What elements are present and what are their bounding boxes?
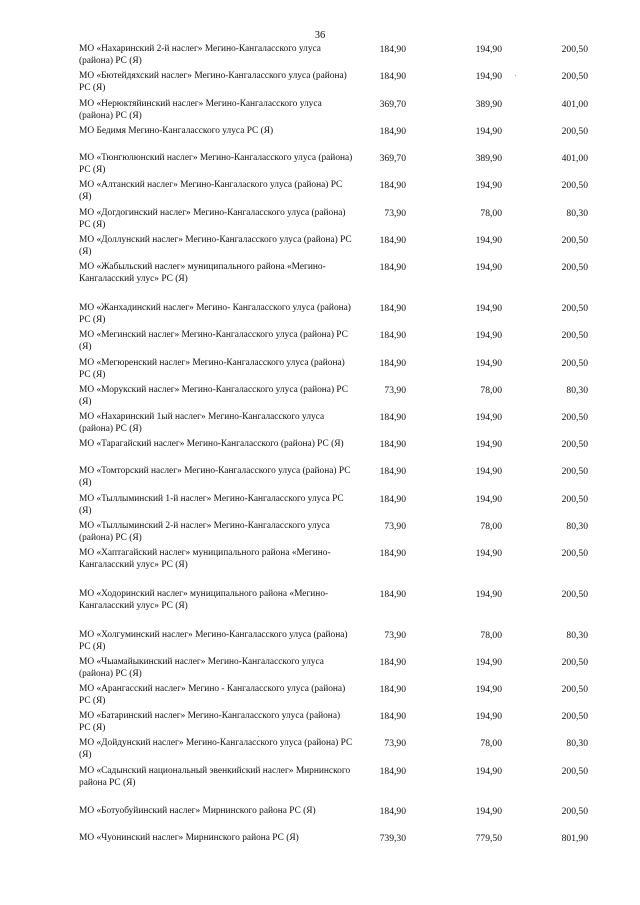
- table-row: [0, 711, 640, 737]
- municipality-name: МО «Холгуминский наслег» Мегино-Кангаласского улуса (района) РС (Я): [79, 630, 348, 652]
- table-row: [0, 385, 640, 411]
- value-col-2: 78,00: [480, 738, 502, 749]
- value-col-3: 200,50: [561, 412, 588, 423]
- value-col-3: 200,50: [561, 466, 588, 477]
- municipality-name: МО «Алтанский наслег» Мегино-Кангалаского улуса (района) РС (Я): [79, 180, 343, 202]
- value-col-3: 200,50: [561, 806, 588, 817]
- municipality-name: МО «Батаринский наслег» Мегино-Кангаласского улуса (района) РС (Я): [79, 711, 341, 733]
- table-row: [0, 806, 640, 832]
- value-col-3: 200,50: [561, 711, 588, 722]
- municipality-name: МО «Нахаринский 1ый наслег» Мегино-Кангаласского улуса (района) РС (Я): [79, 412, 325, 434]
- value-col-3: 200,50: [561, 126, 588, 137]
- municipality-name: МО «Чыамайыкинский наслег» Мегино-Кангаласского улуса (района) РС (Я): [79, 657, 324, 679]
- value-col-2: 194,90: [475, 235, 502, 246]
- municipality-name: МО «Садынский национальный эвенкийский наслег» Мирнинского района РС (Я): [79, 766, 351, 788]
- value-col-2: 194,90: [475, 494, 502, 505]
- table-row: [0, 126, 640, 152]
- table-row: [0, 589, 640, 615]
- value-col-3: 80,30: [566, 521, 588, 532]
- value-col-1: 369,70: [379, 99, 406, 110]
- table-row: [0, 153, 640, 179]
- value-col-2: 389,90: [475, 153, 502, 164]
- table-row: [0, 71, 640, 97]
- value-col-3: 200,50: [561, 180, 588, 191]
- table-row: [0, 548, 640, 574]
- table-row: [0, 630, 640, 656]
- value-col-3: 200,50: [561, 358, 588, 369]
- value-col-2: 194,90: [475, 412, 502, 423]
- table-row: [0, 466, 640, 492]
- municipality-name: МО «Дойдунский наслег» Мегино-Кангаласского улуса (района) РС (Я): [79, 738, 353, 760]
- value-col-2: 194,90: [475, 711, 502, 722]
- table-row: [0, 44, 640, 70]
- value-col-1: 184,90: [379, 548, 406, 559]
- value-col-2: 194,90: [475, 330, 502, 341]
- value-col-3: 80,30: [566, 208, 588, 219]
- value-col-1: 73,90: [384, 521, 406, 532]
- value-col-3: 200,50: [561, 657, 588, 668]
- value-col-1: 184,90: [379, 412, 406, 423]
- value-col-1: 739,30: [379, 833, 406, 844]
- value-col-3: 401,00: [561, 99, 588, 110]
- municipality-name: МО «Нахаринский 2-й наслег» Мегино-Кангаласского улуса (района) РС (Я): [79, 44, 321, 66]
- value-col-3: 200,50: [561, 262, 588, 273]
- municipality-name: МО «Жанхадинский наслег» Мегино- Кангаласского улуса (района) РС (Я): [79, 303, 351, 325]
- value-col-1: 184,90: [379, 711, 406, 722]
- value-col-2: 194,90: [475, 126, 502, 137]
- municipality-name: МО Бедимя Мегино-Кангаласского улуса РС (Я): [79, 126, 274, 136]
- value-col-2: 78,00: [480, 385, 502, 396]
- scan-speck: [258, 736, 259, 737]
- municipality-name: МО «Морукский наслег» Мегино-Кангаласского улуса (района) РС (Я): [79, 385, 348, 407]
- municipality-name: МО «Ходоринский наслег» муниципального района «Мегино-Кангаласский улус» РС (Я): [79, 589, 329, 611]
- table-row: [0, 303, 640, 329]
- value-col-2: 78,00: [480, 521, 502, 532]
- value-col-1: 184,90: [379, 684, 406, 695]
- scan-speck: [515, 75, 516, 76]
- municipality-name: МО «Ботуобуйинский наслег» Мирнинского района РС (Я): [79, 806, 316, 816]
- table-row: [0, 330, 640, 356]
- value-col-3: 200,50: [561, 303, 588, 314]
- value-col-1: 369,70: [379, 153, 406, 164]
- value-col-2: 194,90: [475, 71, 502, 82]
- value-col-3: 200,50: [561, 235, 588, 246]
- value-col-1: 184,90: [379, 589, 406, 600]
- value-col-1: 73,90: [384, 630, 406, 641]
- value-col-3: 200,50: [561, 589, 588, 600]
- value-col-3: 80,30: [566, 385, 588, 396]
- value-col-3: 200,50: [561, 494, 588, 505]
- value-col-2: 194,90: [475, 439, 502, 450]
- municipality-name: МО «Бютейдяхский наслег» Мегино-Кангаласского улуса (района) РС (Я): [79, 71, 347, 93]
- table-row: [0, 738, 640, 764]
- table-row: [0, 439, 640, 465]
- table-row: [0, 494, 640, 520]
- value-col-1: 73,90: [384, 208, 406, 219]
- value-col-3: 200,50: [561, 684, 588, 695]
- value-col-3: 80,30: [566, 738, 588, 749]
- table-row: [0, 684, 640, 710]
- table-row: [0, 262, 640, 288]
- value-col-1: 184,90: [379, 262, 406, 273]
- table-row: [0, 657, 640, 683]
- value-col-2: 194,90: [475, 44, 502, 55]
- value-col-2: 194,90: [475, 548, 502, 559]
- value-col-2: 194,90: [475, 262, 502, 273]
- page-number: 36: [314, 30, 326, 41]
- table-row: [0, 521, 640, 547]
- value-col-2: 389,90: [475, 99, 502, 110]
- municipality-name: МО «Тюнгюлюнский наслег» Мегино-Кангаласского улуса (района) РС (Я): [79, 153, 353, 175]
- value-col-2: 78,00: [480, 630, 502, 641]
- value-col-3: 200,50: [561, 330, 588, 341]
- value-col-2: 194,90: [475, 806, 502, 817]
- value-col-2: 194,90: [475, 657, 502, 668]
- table-row: [0, 99, 640, 125]
- value-col-1: 184,90: [379, 303, 406, 314]
- table-row: [0, 235, 640, 261]
- value-col-2: 194,90: [475, 303, 502, 314]
- value-col-1: 184,90: [379, 806, 406, 817]
- value-col-1: 73,90: [384, 738, 406, 749]
- municipality-name: МО «Нерюктяйинский наслег» Мегино-Кангаласского улуса (района) РС (Я): [79, 99, 322, 121]
- municipality-name: МО «Мегинский наслег» Мегино-Кангаласского улуса (района) РС (Я): [79, 330, 348, 352]
- table-row: [0, 412, 640, 438]
- value-col-2: 194,90: [475, 180, 502, 191]
- municipality-name: МО «Арангасский наслег» Мегино - Кангаласского улуса (района) РС (Я): [79, 684, 346, 706]
- value-col-2: 194,90: [475, 358, 502, 369]
- value-col-3: 200,50: [561, 548, 588, 559]
- value-col-2: 194,90: [475, 589, 502, 600]
- value-col-1: 184,90: [379, 44, 406, 55]
- value-col-2: 194,90: [475, 684, 502, 695]
- value-col-1: 184,90: [379, 766, 406, 777]
- value-col-1: 184,90: [379, 439, 406, 450]
- table-row: [0, 766, 640, 792]
- value-col-3: 200,50: [561, 439, 588, 450]
- value-col-3: 200,50: [561, 71, 588, 82]
- municipality-name: МО «Тыллыминский 2-й наслег» Мегино-Кангаласского улуса (района) РС (Я): [79, 521, 330, 543]
- value-col-1: 184,90: [379, 494, 406, 505]
- value-col-3: 801,90: [561, 833, 588, 844]
- value-col-1: 184,90: [379, 358, 406, 369]
- value-col-2: 194,90: [475, 766, 502, 777]
- value-col-3: 401,00: [561, 153, 588, 164]
- value-col-2: 78,00: [480, 208, 502, 219]
- value-col-2: 779,50: [475, 833, 502, 844]
- table-row: [0, 180, 640, 206]
- value-col-3: 200,50: [561, 766, 588, 777]
- municipality-name: МО «Чуонинский наслег» Мирнинского района РС (Я): [79, 833, 299, 843]
- value-col-1: 184,90: [379, 235, 406, 246]
- municipality-name: МО «Томторский наслег» Мегино-Кангаласского улуса (района) РС (Я): [79, 466, 351, 488]
- value-col-2: 194,90: [475, 466, 502, 477]
- value-col-3: 200,50: [561, 44, 588, 55]
- municipality-name: МО «Жабыльский наслег» муниципального района «Мегино-Кангаласский улус» РС (Я): [79, 262, 326, 284]
- municipality-name: МО «Тыллыминский 1-й наслег» Мегино-Кангаласского улуса РС (Я): [79, 494, 344, 516]
- table-row: [0, 358, 640, 384]
- municipality-name: МО «Тарагайский наслег» Мегино-Кангаласского (района) РС (Я): [79, 439, 344, 449]
- municipality-name: МО «Доллунский наслег» Мегино-Кангаласского улуса (района) РС (Я): [79, 235, 352, 257]
- value-col-1: 184,90: [379, 466, 406, 477]
- municipality-name: МО «Мегюренский наслег» Мегино-Кангаласского улуса (района) РС (Я): [79, 358, 345, 380]
- table-row: [0, 208, 640, 234]
- value-col-1: 184,90: [379, 657, 406, 668]
- value-col-1: 73,90: [384, 385, 406, 396]
- value-col-3: 80,30: [566, 630, 588, 641]
- municipality-name: МО «Догдогинский наслег» Мегино-Кангаласского улуса (района) РС (Я): [79, 208, 346, 230]
- table-row: [0, 833, 640, 859]
- value-col-1: 184,90: [379, 71, 406, 82]
- value-col-1: 184,90: [379, 180, 406, 191]
- value-col-1: 184,90: [379, 330, 406, 341]
- value-col-1: 184,90: [379, 126, 406, 137]
- municipality-name: МО «Хаптагайский наслег» муниципального района «Мегино-Кангаласский улус» РС (Я): [79, 548, 331, 570]
